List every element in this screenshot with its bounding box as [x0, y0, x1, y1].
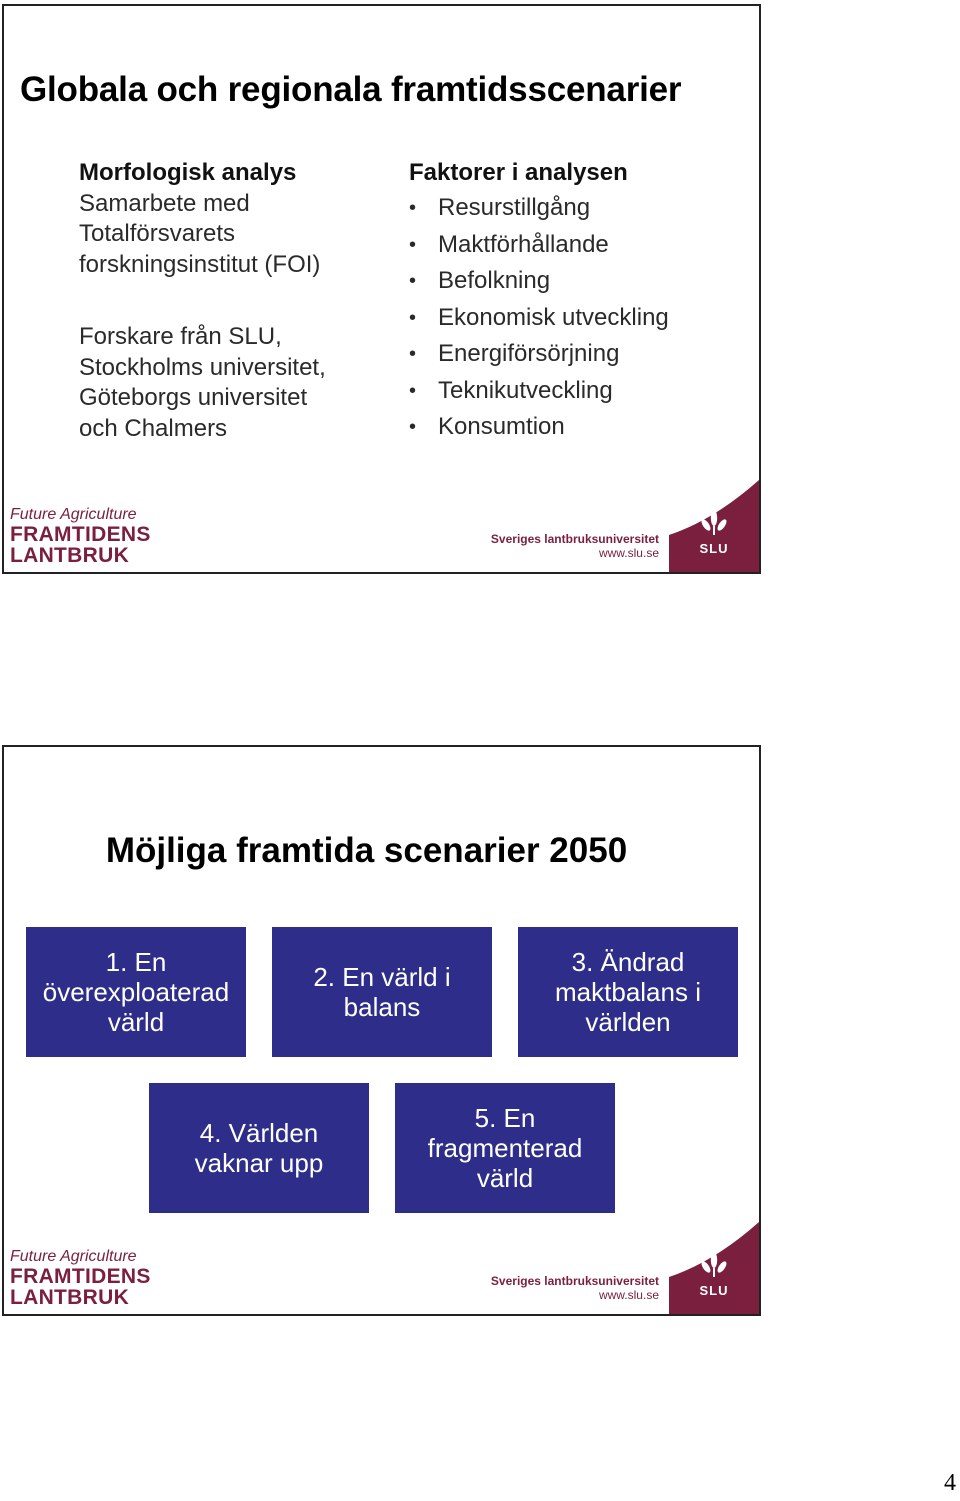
list-item: • Maktförhållande: [409, 227, 749, 264]
university-info: Sveriges lantbruksuniversitet www.slu.se: [490, 1274, 659, 1302]
list-item: • Ekonomisk utveckling: [409, 300, 749, 337]
slu-logo-icon: [669, 480, 759, 572]
framtidens-lantbruk-logo: Future Agriculture FRAMTIDENS LANTBRUK: [10, 1248, 151, 1309]
scenario-box-4: 4. Världen vaknar upp: [149, 1083, 369, 1213]
scenario-box-5: 5. En fragmenterad värld: [395, 1083, 615, 1213]
slide-footer: [4, 1214, 759, 1314]
framtidens-lantbruk-logo: Future Agriculture FRAMTIDENS LANTBRUK: [10, 506, 151, 567]
scenario-box-2: 2. En värld i balans: [272, 927, 492, 1057]
factors-list: [409, 190, 749, 446]
university-info: Sveriges lantbruksuniversitet www.slu.se: [490, 532, 659, 560]
factors-heading: Faktorer i analysen: [409, 159, 628, 186]
list-item: • Konsumtion: [409, 409, 749, 446]
scenario-box-1: 1. En överexploaterad värld: [26, 927, 246, 1057]
slu-logo-icon: [669, 1222, 759, 1314]
svg-text:SLU: SLU: [699, 1283, 729, 1298]
svg-text:SLU: SLU: [699, 541, 729, 556]
slide-2-title: Möjliga framtida scenarier 2050: [105, 831, 628, 870]
list-item: • Resurstillgång: [409, 190, 749, 227]
researchers-text: Forskare från SLU, Stockholms universitet, Göteborgs universitet och Chalmers: [79, 323, 326, 442]
slide-1: [2, 4, 761, 574]
page-number: 4: [944, 1470, 956, 1496]
list-item: • Teknikutveckling: [409, 373, 749, 410]
slide-1-title: Globala och regionala framtidsscenarier: [20, 70, 682, 109]
slide-2: [2, 745, 761, 1316]
collaboration-text: Samarbete med Totalförsvarets forskningsinstitut (FOI): [79, 189, 321, 278]
morphology-heading: Morfologisk analys: [79, 159, 297, 186]
morphology-column: [79, 158, 399, 444]
list-item: • Befolkning: [409, 263, 749, 300]
slide-footer: [4, 472, 759, 572]
scenario-box-3: 3. Ändrad maktbalans i världen: [518, 927, 738, 1057]
factors-column: [409, 158, 749, 446]
list-item: • Energiförsörjning: [409, 336, 749, 373]
